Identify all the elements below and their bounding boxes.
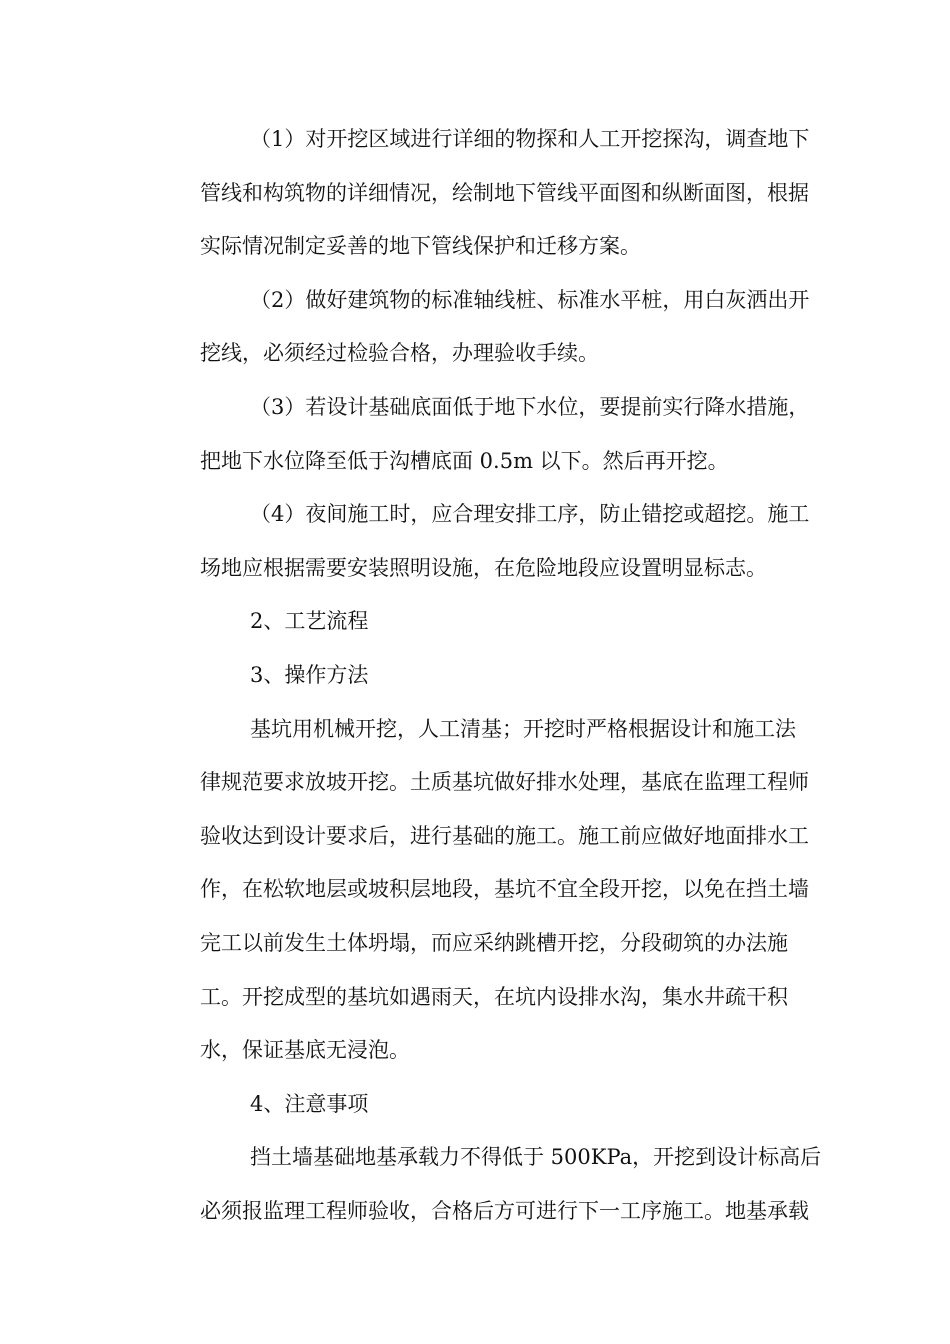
text-line: 挖线，必须经过检验合格，办理验收手续。 <box>200 341 599 366</box>
paragraph-1 <box>150 113 810 274</box>
paragraph-notes <box>150 1131 822 1238</box>
text-line: 验收达到设计要求后，进行基础的施工。施工前应做好地面排水工 <box>200 823 809 848</box>
text-line: 挡土墙基础地基承载力不得低于 500KPa，开挖到设计标高后 <box>250 1145 822 1170</box>
body-text <box>150 113 822 1238</box>
section-heading-text: 2、工艺流程 <box>250 609 369 634</box>
text-line: 必须报监理工程师验收，合格后方可进行下一工序施工。地基承载 <box>200 1198 809 1223</box>
text-line: 工。开挖成型的基坑如遇雨天，在坑内设排水沟，集水井疏干积 <box>200 984 788 1009</box>
section-heading-4 <box>150 1078 802 1132</box>
text-line: （4）夜间施工时，应合理安排工序，防止错挖或超挖。施工 <box>250 502 810 527</box>
paragraph-2 <box>150 274 810 381</box>
text-line: 作，在松软地层或坡积层地段，基坑不宜全段开挖，以免在挡土墙 <box>200 877 809 902</box>
text-line: 实际情况制定妥善的地下管线保护和迁移方案。 <box>200 234 641 259</box>
text-line: （2）做好建筑物的标准轴线桩、标准水平桩，用白灰洒出开 <box>250 287 810 312</box>
section-heading-2 <box>150 595 802 649</box>
paragraph-4 <box>150 488 810 595</box>
text-line: 场地应根据需要安装照明设施，在危险地段应设置明显标志。 <box>200 555 767 580</box>
text-line: 管线和构筑物的详细情况，绘制地下管线平面图和纵断面图，根据 <box>200 180 809 205</box>
paragraph-operation <box>150 703 809 1078</box>
text-line: （3）若设计基础底面低于地下水位，要提前实行降水措施， <box>250 394 810 419</box>
text-line: 把地下水位降至低于沟槽底面 0.5m 以下。然后再开挖。 <box>200 448 729 473</box>
text-line: 完工以前发生土体坍塌，而应采纳跳槽开挖，分段砌筑的办法施 <box>200 930 788 955</box>
text-line: 律规范要求放坡开挖。土质基坑做好排水处理，基底在监理工程师 <box>200 770 809 795</box>
section-heading-3 <box>150 649 802 703</box>
text-line: 基坑用机械开挖，人工清基；开挖时严格根据设计和施工法 <box>250 716 796 741</box>
paragraph-3 <box>150 381 810 488</box>
text-line: （1）对开挖区域进行详细的物探和人工开挖探沟，调查地下 <box>250 127 810 151</box>
section-heading-text: 3、操作方法 <box>250 662 369 687</box>
text-line: 水，保证基底无浸泡。 <box>200 1038 410 1063</box>
section-heading-text: 4、注意事项 <box>250 1091 369 1116</box>
